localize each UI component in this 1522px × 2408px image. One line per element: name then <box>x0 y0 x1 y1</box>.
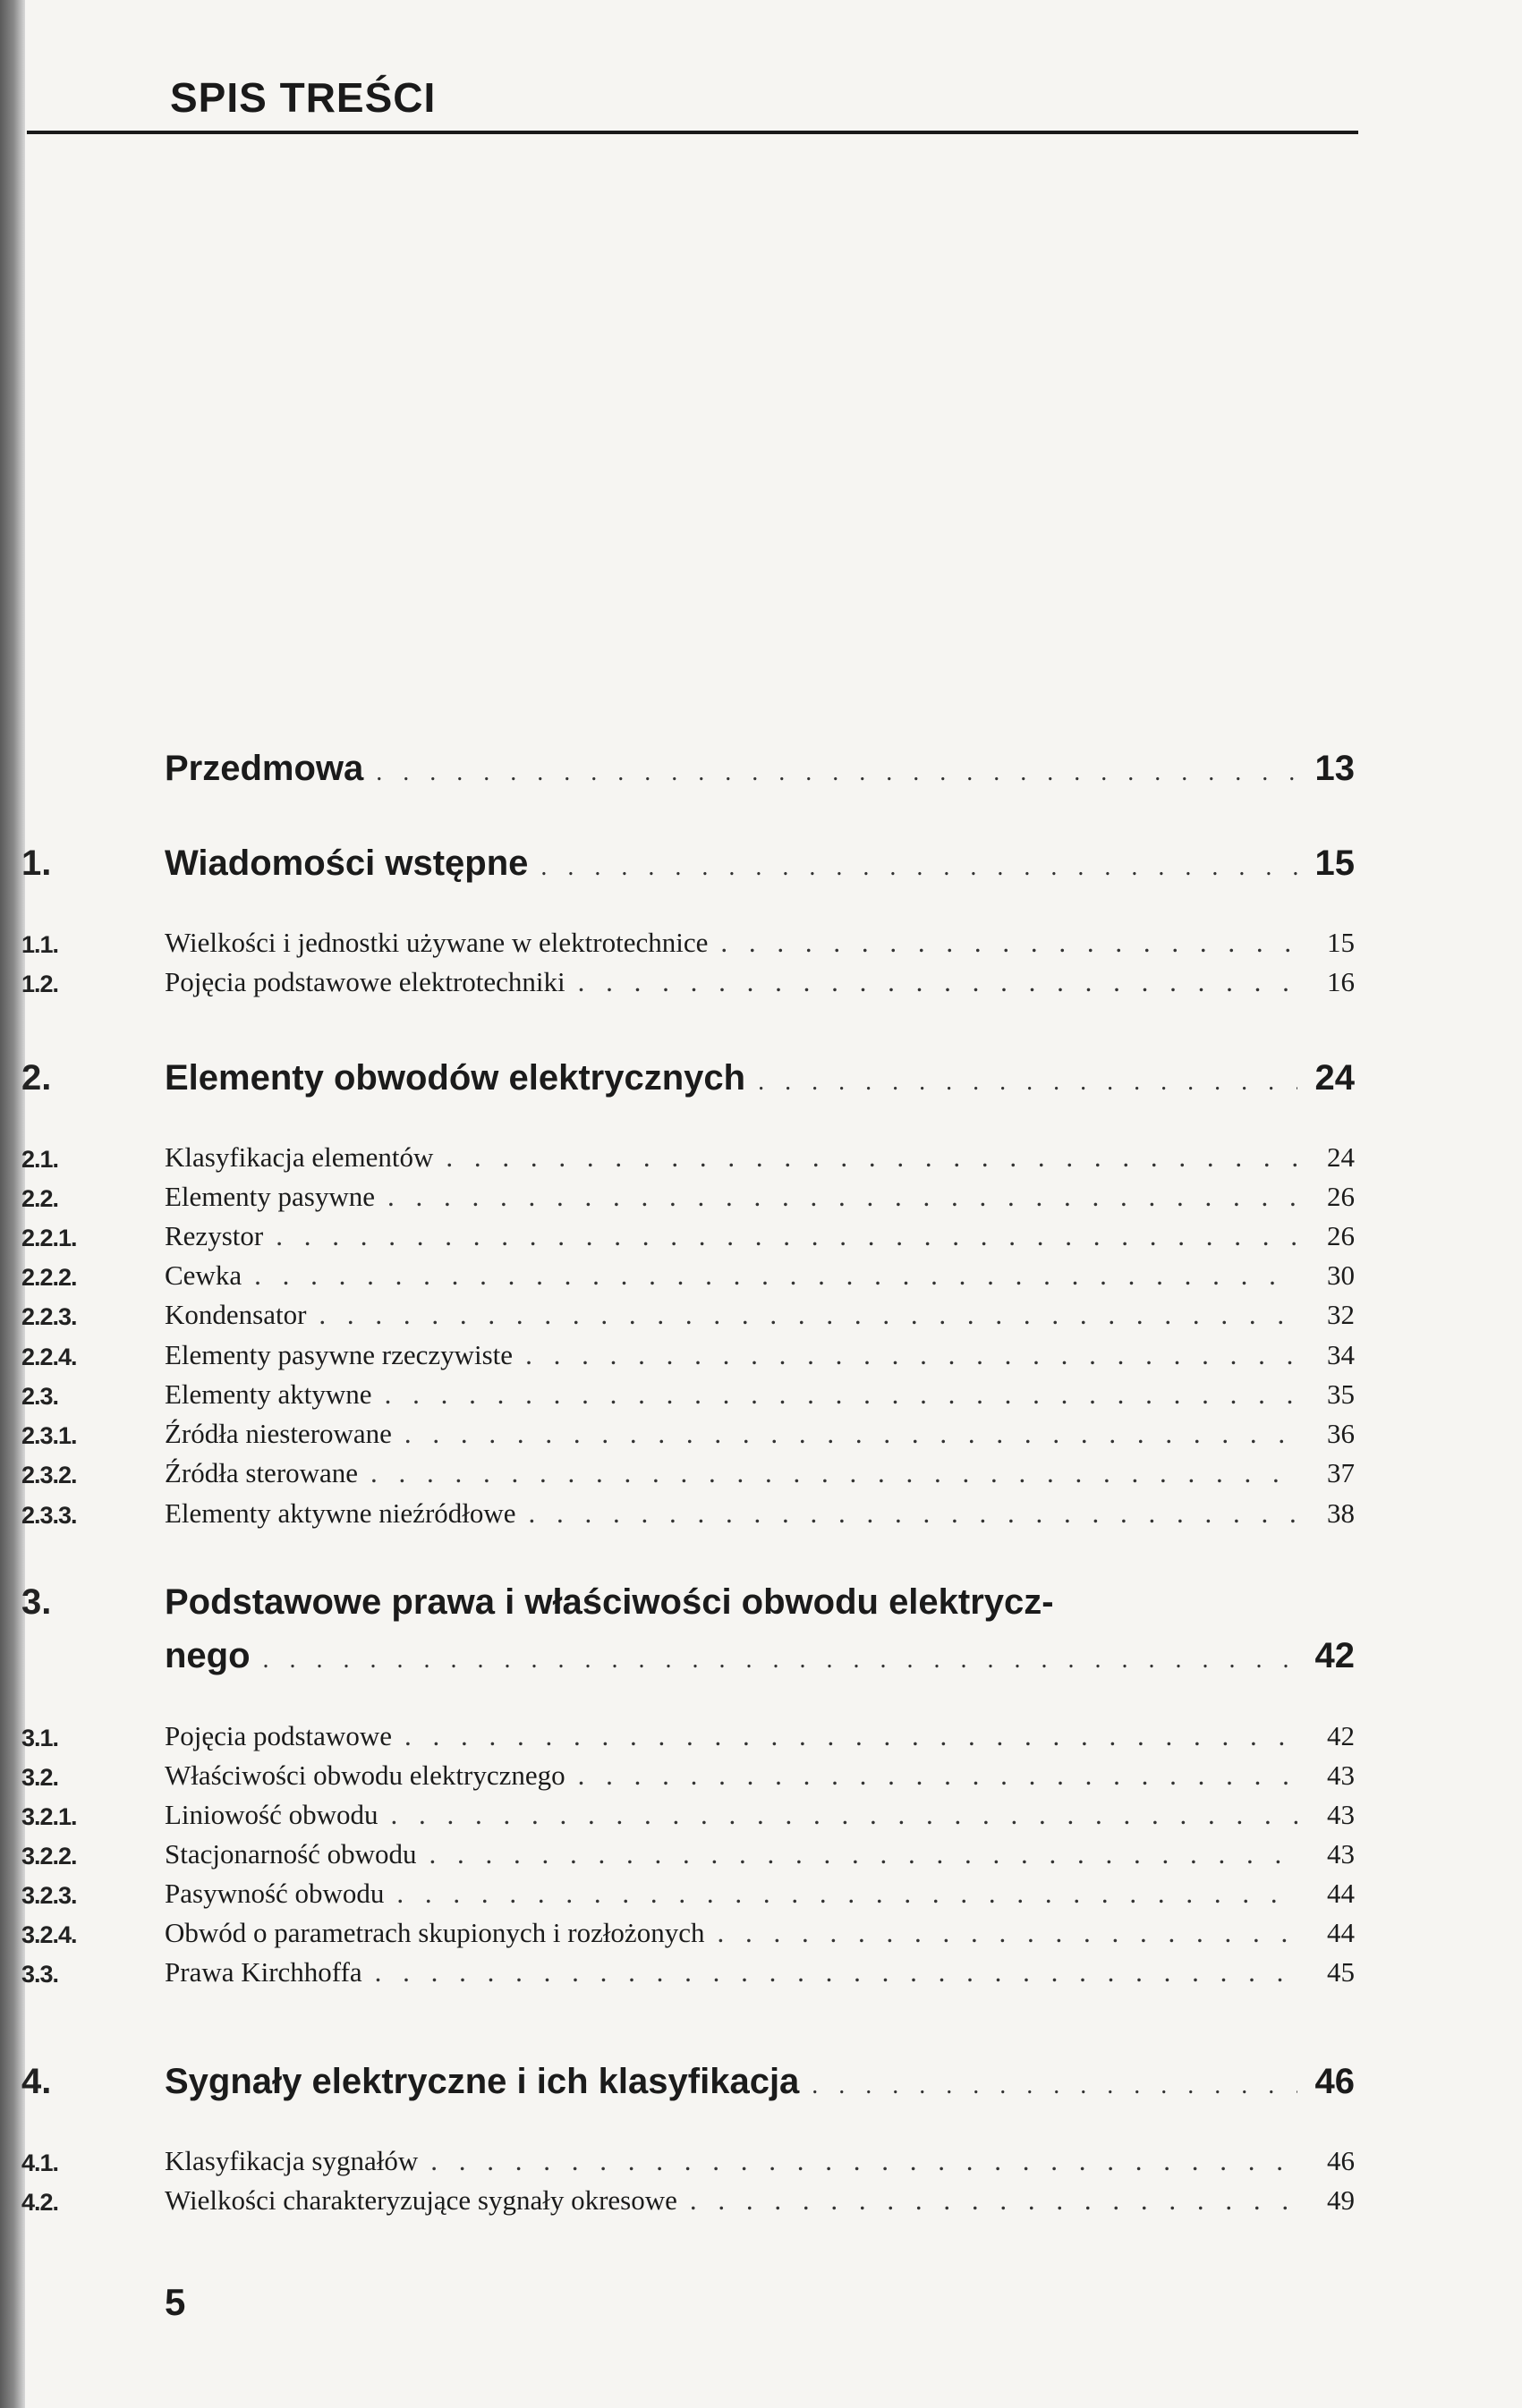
dot-leader <box>263 1646 1297 1675</box>
toc-page-number: 43 <box>1327 1759 1355 1791</box>
toc-number: 3.2.4. <box>21 1921 77 1948</box>
toc-title: Wiadomości wstępne <box>165 844 529 883</box>
toc-page-number: 45 <box>1327 1956 1355 1988</box>
toc-section-row <box>0 1944 1522 1988</box>
dot-leader <box>758 1068 1297 1097</box>
toc-page-number: 43 <box>1327 1799 1355 1830</box>
toc-page-number: 42 <box>1327 1720 1355 1751</box>
toc-chapter-row <box>0 839 1522 884</box>
toc-number: 3.2. <box>21 1764 59 1791</box>
toc-section-row <box>0 914 1522 959</box>
toc-section-row <box>0 1786 1522 1831</box>
toc-chapter-row <box>0 1582 1522 1676</box>
toc-title: Elementy aktywne <box>165 1378 372 1410</box>
toc-section-row <box>0 954 1522 998</box>
toc-page-number: 43 <box>1327 1838 1355 1870</box>
toc-page-number: 44 <box>1327 1878 1355 1909</box>
toc-number: 1.1. <box>21 931 59 958</box>
toc-section-row <box>0 1747 1522 1792</box>
toc-section-row <box>0 1168 1522 1213</box>
toc-page-number: 15 <box>1327 927 1355 958</box>
toc-title: nego <box>165 1636 251 1675</box>
toc-title: Pasywność obwodu <box>165 1878 385 1909</box>
toc-title: Pojęcia podstawowe elektrotechniki <box>165 966 565 997</box>
toc-section-row <box>0 1208 1522 1252</box>
toc-number: 3.3. <box>21 1961 59 1988</box>
toc-number: 2.2.1. <box>21 1225 77 1251</box>
toc-page-number: 13 <box>1314 749 1355 788</box>
toc-title: Klasyfikacja elementów <box>165 1141 434 1173</box>
toc-title: Przedmowa <box>165 749 364 788</box>
toc-number: 2.2.4. <box>21 1344 77 1370</box>
toc-number: 2.3.1. <box>21 1422 77 1449</box>
toc-number: 4. <box>21 2062 52 2101</box>
toc-number: 3. <box>21 1582 52 1622</box>
toc-title: Wielkości i jednostki używane w elektrotechnice <box>165 927 709 958</box>
toc-number: 2.1. <box>21 1146 59 1173</box>
toc-section-row <box>0 1485 1522 1530</box>
toc-section-row <box>0 2132 1522 2177</box>
toc-section-row <box>0 1129 1522 1174</box>
toc-title: Elementy pasywne rzeczywiste <box>165 1339 514 1370</box>
toc-page-number: 24 <box>1314 1058 1355 1098</box>
toc-section-row <box>0 1286 1522 1331</box>
toc-number: 2. <box>21 1058 52 1098</box>
toc-section-row <box>0 2172 1522 2217</box>
toc-page-number: 37 <box>1327 1457 1355 1488</box>
toc-page-number: 35 <box>1327 1378 1355 1410</box>
toc-section-row <box>0 1366 1522 1411</box>
toc-title: Pojęcia podstawowe <box>165 1720 392 1751</box>
toc-number: 1.2. <box>21 971 59 997</box>
toc-section-row <box>0 1445 1522 1489</box>
toc-title: Źródła sterowane <box>165 1457 359 1488</box>
page-number: 5 <box>165 2281 186 2323</box>
toc-number: 1. <box>21 844 52 883</box>
toc-number: 2.3. <box>21 1383 59 1410</box>
dot-leader <box>812 2072 1297 2100</box>
toc-number: 2.3.2. <box>21 1462 77 1488</box>
toc-title: Stacjonarność obwodu <box>165 1838 417 1870</box>
toc-title: Sygnały elektryczne i ich klasyfikacja <box>165 2062 800 2101</box>
toc-number: 3.2.2. <box>21 1843 77 1870</box>
toc-number: 3.2.1. <box>21 1803 77 1830</box>
toc-page-number: 38 <box>1327 1497 1355 1529</box>
toc-title: Kondensator <box>165 1299 307 1330</box>
toc-page-number: 16 <box>1327 966 1355 997</box>
toc-page-number: 26 <box>1327 1220 1355 1251</box>
toc-page-number: 15 <box>1314 844 1355 883</box>
toc-title: Prawa Kirchhoffa <box>165 1956 362 1988</box>
toc-number: 2.2. <box>21 1185 59 1212</box>
toc-number: 3.1. <box>21 1725 59 1751</box>
toc-page-number: 36 <box>1327 1418 1355 1449</box>
toc-page-number: 34 <box>1327 1339 1355 1370</box>
toc-title-line1: Podstawowe prawa i właściwości obwodu elektrycz- <box>165 1582 1054 1622</box>
toc-section-row <box>0 1904 1522 1949</box>
toc-number: 3.2.3. <box>21 1882 77 1909</box>
dot-leader <box>690 2184 1297 2217</box>
toc-title: Cewka <box>165 1259 242 1291</box>
toc-title: Elementy aktywne nieźródłowe <box>165 1497 516 1529</box>
toc-page-number: 46 <box>1327 2145 1355 2176</box>
toc-title: Elementy obwodów elektrycznych <box>165 1058 746 1098</box>
toc-title: Elementy pasywne <box>165 1181 376 1212</box>
toc-title: Liniowość obwodu <box>165 1799 378 1830</box>
toc-title: Klasyfikacja sygnałów <box>165 2145 419 2176</box>
toc-title: Rezystor <box>165 1220 264 1251</box>
toc-title: Źródła niesterowane <box>165 1418 392 1449</box>
header-rule <box>27 131 1358 134</box>
toc-section-row <box>0 1826 1522 1870</box>
toc-page-number: 46 <box>1314 2062 1355 2101</box>
toc-page-number: 49 <box>1327 2184 1355 2216</box>
toc-section-row <box>0 1708 1522 1752</box>
dot-leader <box>375 1956 1297 1988</box>
toc-section-row <box>0 1405 1522 1450</box>
toc-page-number: 30 <box>1327 1259 1355 1291</box>
toc-page-number: 24 <box>1327 1141 1355 1173</box>
toc-number: 2.2.2. <box>21 1264 77 1291</box>
dot-leader <box>529 1497 1297 1530</box>
dot-leader <box>578 966 1297 998</box>
toc-number: 2.3.3. <box>21 1502 77 1529</box>
dot-leader <box>376 759 1297 787</box>
toc-title: Właściwości obwodu elektrycznego <box>165 1759 565 1791</box>
toc-chapter-row <box>0 2057 1522 2102</box>
toc-section-row <box>0 1865 1522 1910</box>
toc-page-number: 42 <box>1314 1636 1355 1675</box>
dot-leader <box>540 853 1297 882</box>
toc-title: Obwód o parametrach skupionych i rozłożonych <box>165 1917 705 1948</box>
toc-chapter-row <box>0 744 1522 789</box>
toc-section-row <box>0 1327 1522 1371</box>
toc-number: 4.1. <box>21 2149 59 2176</box>
toc-page-number: 26 <box>1327 1181 1355 1212</box>
toc-title: Wielkości charakteryzujące sygnały okresowe <box>165 2184 677 2216</box>
toc-chapter-row <box>0 1054 1522 1098</box>
toc-number: 2.2.3. <box>21 1303 77 1330</box>
toc-page-number: 44 <box>1327 1917 1355 1948</box>
toc-number: 4.2. <box>21 2189 59 2216</box>
toc-section-row <box>0 1247 1522 1292</box>
page-title: SPIS TREŚCI <box>170 74 437 121</box>
toc-page-number: 32 <box>1327 1299 1355 1330</box>
